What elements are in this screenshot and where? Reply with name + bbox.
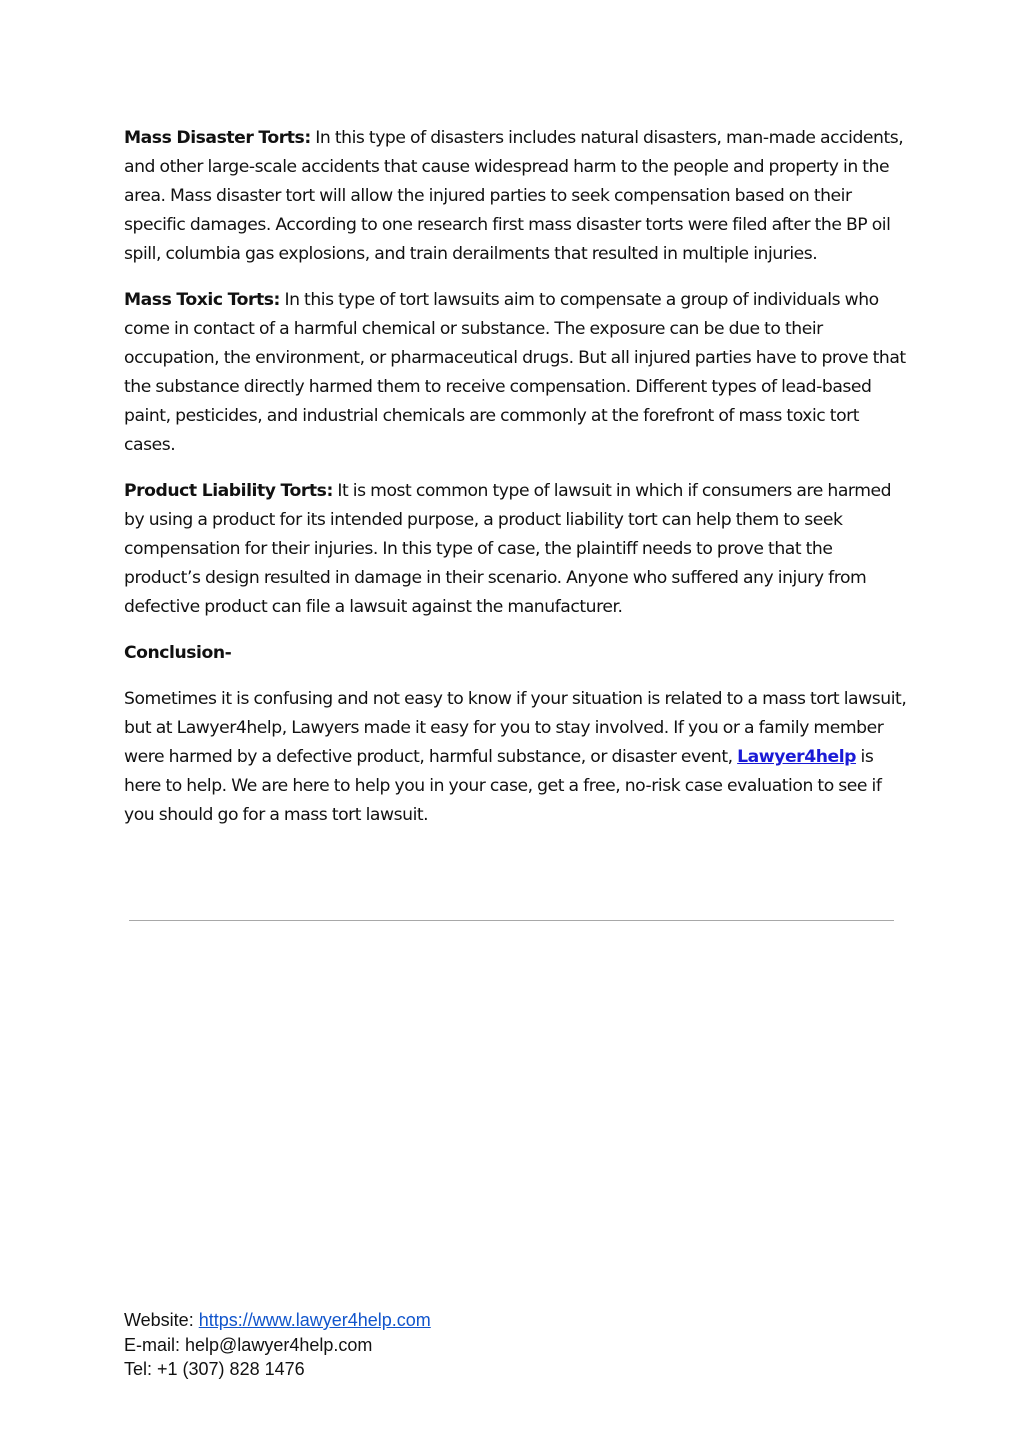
conclusion-text-start: Sometimes it is confusing and not easy to know if your situation is related to a mass tort lawsuit, but at Lawyer4help, Lawyers made it easy for you to stay involved. If you or a family member were harmed by a defective product, harmful substance, or disaster event,	[124, 689, 907, 767]
email-line: E-mail: help@lawyer4help.com	[124, 1334, 373, 1355]
conclusion-heading: Conclusion-	[124, 643, 232, 663]
section-mass-toxic-torts	[124, 286, 909, 460]
horizontal-divider	[129, 920, 894, 921]
website-link[interactable]: https://www.lawyer4help.com	[198, 1310, 431, 1330]
website-label: Website:	[124, 1310, 199, 1330]
section-title: Product Liability Torts:	[124, 481, 333, 501]
tel-line: Tel: +1 (307) 828 1476	[124, 1359, 305, 1379]
contact-footer	[124, 1308, 431, 1382]
section-body: In this type of disasters includes natural disasters, man-made accidents, and other large-scale accidents that cause widespread harm to the people and property in the area. Mass disaster tort will allow the injured parties to seek compensation based on their specific damages. According to one research first mass disaster torts were filed after the BP oil spill, columbia gas explosions, and train derailments that resulted in multiple injuries.	[124, 128, 904, 264]
section-mass-disaster-torts	[124, 124, 909, 269]
lawyer4help-link[interactable]: Lawyer4help	[737, 747, 857, 767]
section-body: It is most common type of lawsuit in which if consumers are harmed by using a product for its intended purpose, a product liability tort can help them to seek compensation for their injuries. In this type of case, the plaintiff needs to prove that the product’s design resulted in damage in their scenario. Anyone who suffered any injury from defective product can file a lawsuit against the manufacturer.	[124, 481, 892, 617]
document-body	[124, 124, 909, 847]
section-product-liability-torts	[124, 477, 909, 622]
website-line	[124, 1308, 431, 1333]
conclusion-paragraph	[124, 685, 909, 830]
section-title: Mass Disaster Torts:	[124, 128, 311, 148]
section-title: Mass Toxic Torts:	[124, 290, 280, 310]
section-body: In this type of tort lawsuits aim to compensate a group of individuals who come in contact of a harmful chemical or substance. The exposure can be due to their occupation, the environment, or pharmaceutical drugs. But all injured parties have to prove that the substance directly harmed them to receive compensation. Different types of lead-based paint, pesticides, and industrial chemicals are commonly at the forefront of mass toxic tort cases.	[124, 290, 906, 455]
conclusion-text-end: is here to help. We are here to help you in your case, get a free, no-risk case evaluation to see if you should go for a mass tort lawsuit.	[124, 747, 882, 825]
